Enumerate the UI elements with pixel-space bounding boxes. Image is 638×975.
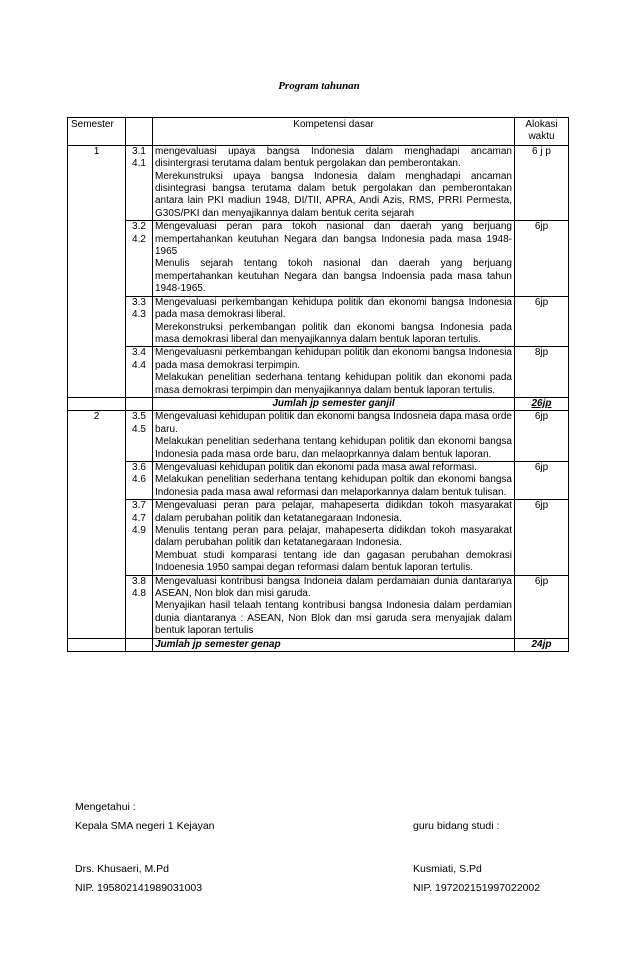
jp-value: 6jp — [515, 500, 569, 575]
program-table — [67, 117, 569, 652]
kd-text: Mengevaluasi peran para tokoh nasional dan daerah yang berjuang mempertahankan keutuhan Negara dan bangsa Indonesia pada masa 1948-1965 — [155, 221, 512, 258]
kd-description-cell — [153, 411, 515, 462]
kd-text: Membuat studi komparasi tentang ide dan gagasan perubahan demokrasi Indoenesia 1950 sampai degan reformasi dalam bentuk laporan tertulis. — [155, 549, 512, 574]
semester-label: 1 — [68, 145, 126, 397]
header-kompetensi: Kompetensi dasar — [153, 118, 515, 146]
total-row — [68, 397, 569, 410]
total-value — [515, 397, 569, 410]
kd-number: 4.6 — [132, 474, 146, 486]
kd-text: Merekonstruksi perkembangan politik dan ekonomi bangsa Indonesia pada masa demokrasi liberal dan menyajikannya dalam bentuk laporan tertulis. — [155, 321, 512, 345]
kd-number: 4.7 — [132, 512, 146, 524]
jp-value: 6jp — [515, 575, 569, 638]
table-header-row — [68, 118, 569, 146]
table-row — [68, 221, 569, 296]
jp-value: 6jp — [515, 221, 569, 296]
total-blank — [126, 638, 153, 651]
kd-number: 3.5 — [132, 411, 146, 423]
kd-description-cell — [153, 296, 515, 347]
total-label: Jumlah jp semester ganjil — [153, 397, 515, 410]
semester-label: 2 — [68, 411, 126, 638]
kd-number-cell — [126, 461, 153, 499]
table-row — [68, 461, 569, 499]
table-row — [68, 411, 569, 462]
kd-number: 3.6 — [132, 461, 146, 473]
kd-description-cell — [153, 575, 515, 638]
kd-text: Mengevaluasi kehidupan politik dan ekonomi bangsa Indosneia dapa masa orde baru. — [155, 411, 512, 435]
kd-number: 3.7 — [132, 500, 146, 512]
kd-number: 4.5 — [132, 423, 146, 435]
total-blank — [126, 397, 153, 410]
jp-value: 6jp — [515, 411, 569, 462]
kd-text: Mengevaluasi peran para pelajar, mahapeserta didikdan tokoh masyarakat dalam perubahan politik dan ketatanegaraan Indonesia. — [155, 500, 512, 524]
total-label: Jumlah jp semester genap — [153, 638, 515, 651]
jp-value: 6 j p — [515, 145, 569, 220]
header-alokasi: Alokasi waktu — [515, 118, 569, 146]
kd-number: 4.1 — [132, 158, 146, 170]
footer-guru: guru bidang studi : — [413, 820, 500, 832]
kd-text: Mengevaluasi kontribusi bangsa Indoneia dalam perdamaian dunia dantaranya ASEAN, Non blok dan misi garuda. — [155, 575, 512, 600]
table-row — [68, 145, 569, 220]
footer-kepala: Kepala SMA negeri 1 Kejayan — [75, 820, 215, 832]
kd-text: Menyajikan hasil telaah tentang kontribusi bangsa Indonesia dalam perdamian dunia diantaranya : ASEAN, Non Blok dan msi garuda sera menyajiak dalam bentuk laporan tertulis — [155, 600, 512, 637]
kd-number-cell — [126, 347, 153, 398]
table-row — [68, 347, 569, 398]
kd-text: Mengevaluasni perkembangan kehidupan politik dan ekonomi bangsa Indonesia pada masa demokrasi terpimpin. — [155, 347, 512, 371]
kd-text: mengevaluasi upaya bangsa Indonesia dalam menghadapi ancaman disintergrasi terutama dalam bentuk pergolakan dan pemberontakan. — [155, 145, 512, 170]
header-semester: Semester — [68, 118, 126, 146]
footer-guru-name: Kusmiati, S.Pd — [413, 863, 482, 875]
footer-mengetahui: Mengetahui : — [75, 801, 136, 813]
footer-guru-nip: NIP. 197202151997022002 — [413, 882, 541, 894]
kd-number-cell — [126, 296, 153, 347]
kd-number: 3.1 — [132, 145, 146, 157]
jp-value: 8jp — [515, 347, 569, 398]
total-blank — [68, 638, 126, 651]
kd-text: Melakukan penelitian sederhana tentang kehidupan politik dan ekonomi bangsa Indonesia pada masa orde baru, dan melaoprkannya dalam bentuk laporan. — [155, 436, 512, 460]
kd-number-cell — [126, 575, 153, 638]
page-title: Program tahunan — [278, 80, 360, 92]
kd-number: 3.3 — [132, 296, 146, 308]
kd-description-cell — [153, 145, 515, 220]
kd-description-cell — [153, 500, 515, 575]
kd-text: Mengevaluasi kehidupan politik dan ekonomi pada masa awal reformasi. — [155, 461, 477, 473]
kd-text: Melakukan penelitian sederhana tentang kehidupan poltik dan ekonomi bangsa Indonesia pada masa awal reformasi dan melaporkannya dalam bentuk tulisan. — [155, 474, 512, 498]
kd-number: 4.3 — [132, 309, 146, 321]
total-value-text: 26jp — [531, 397, 552, 409]
jp-value: 6jp — [515, 296, 569, 347]
kd-number-cell — [126, 500, 153, 575]
kd-number-cell — [126, 145, 153, 220]
kd-text: Menulis tentang peran para pelajar, mahapeserta didikdan tokoh masyarakat dalam perubahan politik dan ketatanegaraan Indonesia. — [155, 525, 512, 549]
kd-number: 3.2 — [132, 221, 146, 233]
kd-number-cell — [126, 221, 153, 296]
table-row — [68, 500, 569, 575]
footer-kepala-name: Drs. Khusaeri, M.Pd — [75, 863, 169, 875]
kd-description-cell — [153, 461, 515, 499]
table-row — [68, 575, 569, 638]
kd-text: Merekunstruksi upaya bangsa Indonesia dalam menghadapi ancaman disintegrasi bangsa terutama dalam betuk pergolakan dan pemberontakan antara lain PKI madiun 1948, DI/TII, APRA, Andi Azis, RMS, PRRI Permesta, G30S/PKI dan menyajikannya dalam bentuk cerita sejarah — [155, 170, 512, 219]
jp-value: 6jp — [515, 461, 569, 499]
total-value — [515, 638, 569, 651]
total-blank — [68, 397, 126, 410]
kd-number-cell — [126, 411, 153, 462]
kd-number: 4.8 — [132, 588, 146, 600]
kd-number: 3.8 — [132, 575, 146, 587]
kd-text: Mengevaluasi perkembangan kehidupa politik dan ekonomi bangsa Indonesia pada masa demokrasi liberal. — [155, 296, 512, 321]
kd-text: Melakukan penelitian sederhana tentang kehidupan politik dan ekonomi pada masa demokrasi terpimpin dan menyajikannya dalam bentuk laporan tertulis. — [155, 372, 512, 396]
kd-text: Menulis sejarah tentang tokoh nasional dan daerah yang berjuang mempertahankan keutuhan Negara dan bangsa Indoensia pada masa tahun 1948-1965. — [155, 258, 512, 295]
kd-number: 4.2 — [132, 233, 146, 245]
header-blank — [126, 118, 153, 146]
kd-description-cell — [153, 221, 515, 296]
kd-number: 4.9 — [132, 525, 146, 536]
kd-description-cell — [153, 347, 515, 398]
total-row — [68, 638, 569, 651]
kd-number: 4.4 — [132, 359, 146, 371]
kd-number: 3.4 — [132, 347, 146, 359]
total-value-text: 24jp — [531, 638, 552, 650]
footer-kepala-nip: NIP. 195802141989031003 — [75, 882, 203, 894]
table-row — [68, 296, 569, 347]
